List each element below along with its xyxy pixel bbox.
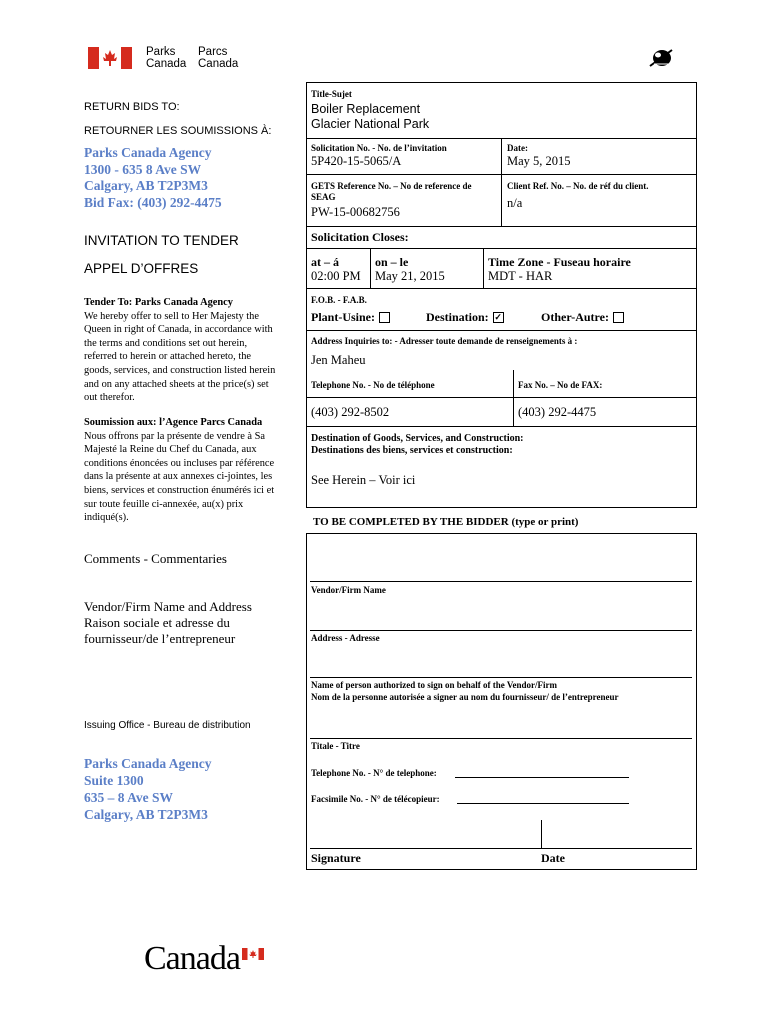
issuing-address-line: Parks Canada Agency (84, 756, 212, 771)
destination-checkbox[interactable]: ✓ (494, 311, 502, 322)
bidder-heading (313, 516, 578, 528)
return-address-line: 1300 - 635 8 Ave SW (84, 161, 202, 177)
tender-line: out therefor. (84, 392, 135, 404)
bidder-heading-bold: TO BE COMPLETED BY THE BIDDER (313, 516, 509, 528)
dest-goods-value: See Herein – Voir ici (311, 473, 416, 487)
on-label: on – le (375, 255, 409, 269)
wordmark-flag-icon (242, 948, 264, 960)
vendor-line: Vendor/Firm Name and Address (84, 599, 252, 614)
return-address-line: Parks Canada Agency (84, 145, 212, 160)
fax-value: (403) 292-4475 (518, 405, 597, 419)
soumission-line: sur toute feuille ci-annexée, au(x) prix (84, 498, 244, 510)
other-checkbox[interactable] (613, 312, 624, 323)
plant-checkbox[interactable] (379, 312, 390, 323)
on-value: May 21, 2015 (375, 269, 445, 283)
authorized-name-input[interactable] (310, 648, 692, 676)
parks-en-1: Parks (146, 46, 176, 58)
telephone-value: (403) 292-8502 (311, 405, 390, 419)
signature-input[interactable] (310, 820, 540, 847)
telephone-label: Telephone No. - No de téléphone (311, 380, 435, 390)
return-address-line: Bid Fax: (403) 292-4475 (84, 194, 222, 210)
closes-label: Solicitation Closes: (311, 230, 409, 244)
at-label: at – á (311, 255, 339, 269)
client-ref-value: n/a (507, 196, 523, 210)
inquiries-label: Address Inquiries to: - Adresser toute demande de renseignements à : (311, 336, 578, 346)
bidder-telephone-input[interactable] (455, 777, 629, 778)
dest-goods-label-2: Destinations des biens, services et construction: (311, 445, 513, 456)
timezone-value: MDT - HAR (488, 269, 553, 283)
return-bids-en: RETURN BIDS TO: (84, 101, 180, 113)
issuing-address (84, 755, 212, 823)
fob-label: F.O.B. - F.A.B. (311, 295, 367, 305)
issuing-address-line: Suite 1300 (84, 773, 144, 788)
parks-canada-logo (88, 46, 248, 72)
issuing-address-line: Calgary, AB T2P3M3 (84, 807, 208, 822)
tender-heading: Tender To: Parks Canada Agency (84, 297, 233, 308)
parks-fr-2: Canada (198, 58, 239, 70)
solicitation-no-label: Solicitation No. - No. de l’invitation (311, 143, 447, 153)
bidder-facsimile-label: Facsimile No. - N° de télécopieur: (311, 794, 440, 804)
timezone-label: Time Zone - Fuseau horaire (488, 255, 631, 269)
destination-label: Destination: (426, 310, 489, 324)
bidder-telephone-label: Telephone No. - N° de telephone: (311, 768, 437, 778)
other-label: Other-Autre: (541, 310, 609, 324)
date-value: May 5, 2015 (507, 154, 571, 168)
issuing-office-label: Issuing Office - Bureau de distribution (84, 720, 251, 731)
soumission-line: Nous offrons par la présente de vendre à Sa (84, 430, 266, 442)
plant-label: Plant-Usine: (311, 310, 375, 324)
parks-fr-1: Parcs (198, 46, 228, 58)
authorized-label-2: Nom de la personne autorisée a signer au nom du fournisseur/ de l’entrepreneur (311, 692, 619, 702)
plant-option[interactable] (311, 310, 390, 325)
date-label: Date: (507, 143, 528, 153)
gets-label-1: GETS Reference No. – No de reference de (311, 181, 472, 191)
parks-en-2: Canada (146, 58, 187, 70)
bidder-heading-normal: (type or print) (508, 516, 579, 528)
canada-flag-icon (88, 47, 132, 69)
soumission-line: indiqué(s). (84, 512, 129, 524)
bidder-facsimile-input[interactable] (457, 803, 629, 804)
soumission-line: dans la présente at aux annexes ci-jointes, les (84, 471, 273, 483)
authorized-label-1: Name of person authorized to sign on behalf of the Vendor/Firm (311, 680, 557, 690)
title-value-2: Glacier National Park (311, 117, 430, 131)
tender-line: goods, services, and construction listed herein (84, 364, 276, 376)
soumission-line: conditions énoncées ou incluses par référence (84, 457, 275, 469)
tender-line: Queen in right of Canada, in accordance with (84, 324, 273, 336)
tender-line: We hereby offer to sell to Her Majesty the (84, 310, 259, 322)
soumission-line: biens, services et construction énumérés ici et (84, 484, 275, 496)
soumission-heading: Soumission aux: l’Agence Parcs Canada (84, 417, 263, 428)
date-input[interactable] (543, 820, 692, 847)
vendor-name-label: Vendor/Firm Name (311, 585, 386, 595)
return-address-line: Calgary, AB T2P3M3 (84, 178, 208, 193)
canada-wordmark (144, 940, 240, 980)
address-label: Address - Adresse (311, 633, 380, 643)
dest-goods-label-1: Destination of Goods, Services, and Construction: (311, 433, 524, 444)
soumission-block (84, 416, 298, 525)
fax-label: Fax No. – No de FAX: (518, 380, 603, 390)
vendor-block (84, 599, 252, 647)
tender-line: the terms and conditions set out herein, (84, 337, 248, 349)
at-value: 02:00 PM (311, 269, 361, 283)
beaver-emblem-icon (648, 46, 674, 70)
return-bids-fr: RETOURNER LES SOUMISSIONS À: (84, 125, 272, 137)
date-sign-label: Date (541, 851, 565, 865)
comments-label: Comments - Commentaries (84, 551, 227, 566)
vendor-name-input[interactable] (310, 540, 692, 580)
invitation-fr: APPEL D’OFFRES (84, 261, 199, 276)
other-option[interactable] (541, 310, 624, 325)
tender-block (84, 296, 298, 405)
tender-line: referred to herein or attached hereto, the (84, 351, 252, 363)
title-label: Title-Sujet (311, 89, 352, 99)
address-input[interactable] (310, 598, 692, 629)
vendor-line: fournisseur/de l’entrepreneur (84, 631, 236, 646)
title-role-input[interactable] (310, 708, 692, 737)
tender-line: and on any attached sheets at the price(s) set (84, 378, 269, 390)
title-role-label: Titale - Titre (311, 741, 360, 751)
client-ref-label: Client Ref. No. – No. de réf du client. (507, 181, 649, 191)
soumission-line: Majesté la Reine du Chef du Canada, aux (84, 444, 257, 456)
gets-label-2: SEAG (311, 192, 336, 202)
inquiries-value: Jen Maheu (311, 353, 366, 367)
signature-label: Signature (311, 851, 361, 865)
gets-value: PW-15-00682756 (311, 205, 400, 219)
invitation-en: INVITATION TO TENDER (84, 233, 239, 248)
issuing-address-line: 635 – 8 Ave SW (84, 790, 174, 805)
vendor-line: Raison sociale et adresse du (84, 615, 230, 630)
canada-wordmark-text: Canada (144, 940, 240, 977)
solicitation-no-value: 5P420-15-5065/A (311, 154, 402, 168)
title-value-1: Boiler Replacement (311, 102, 421, 116)
destination-option[interactable] (426, 310, 504, 325)
return-address (84, 145, 222, 211)
